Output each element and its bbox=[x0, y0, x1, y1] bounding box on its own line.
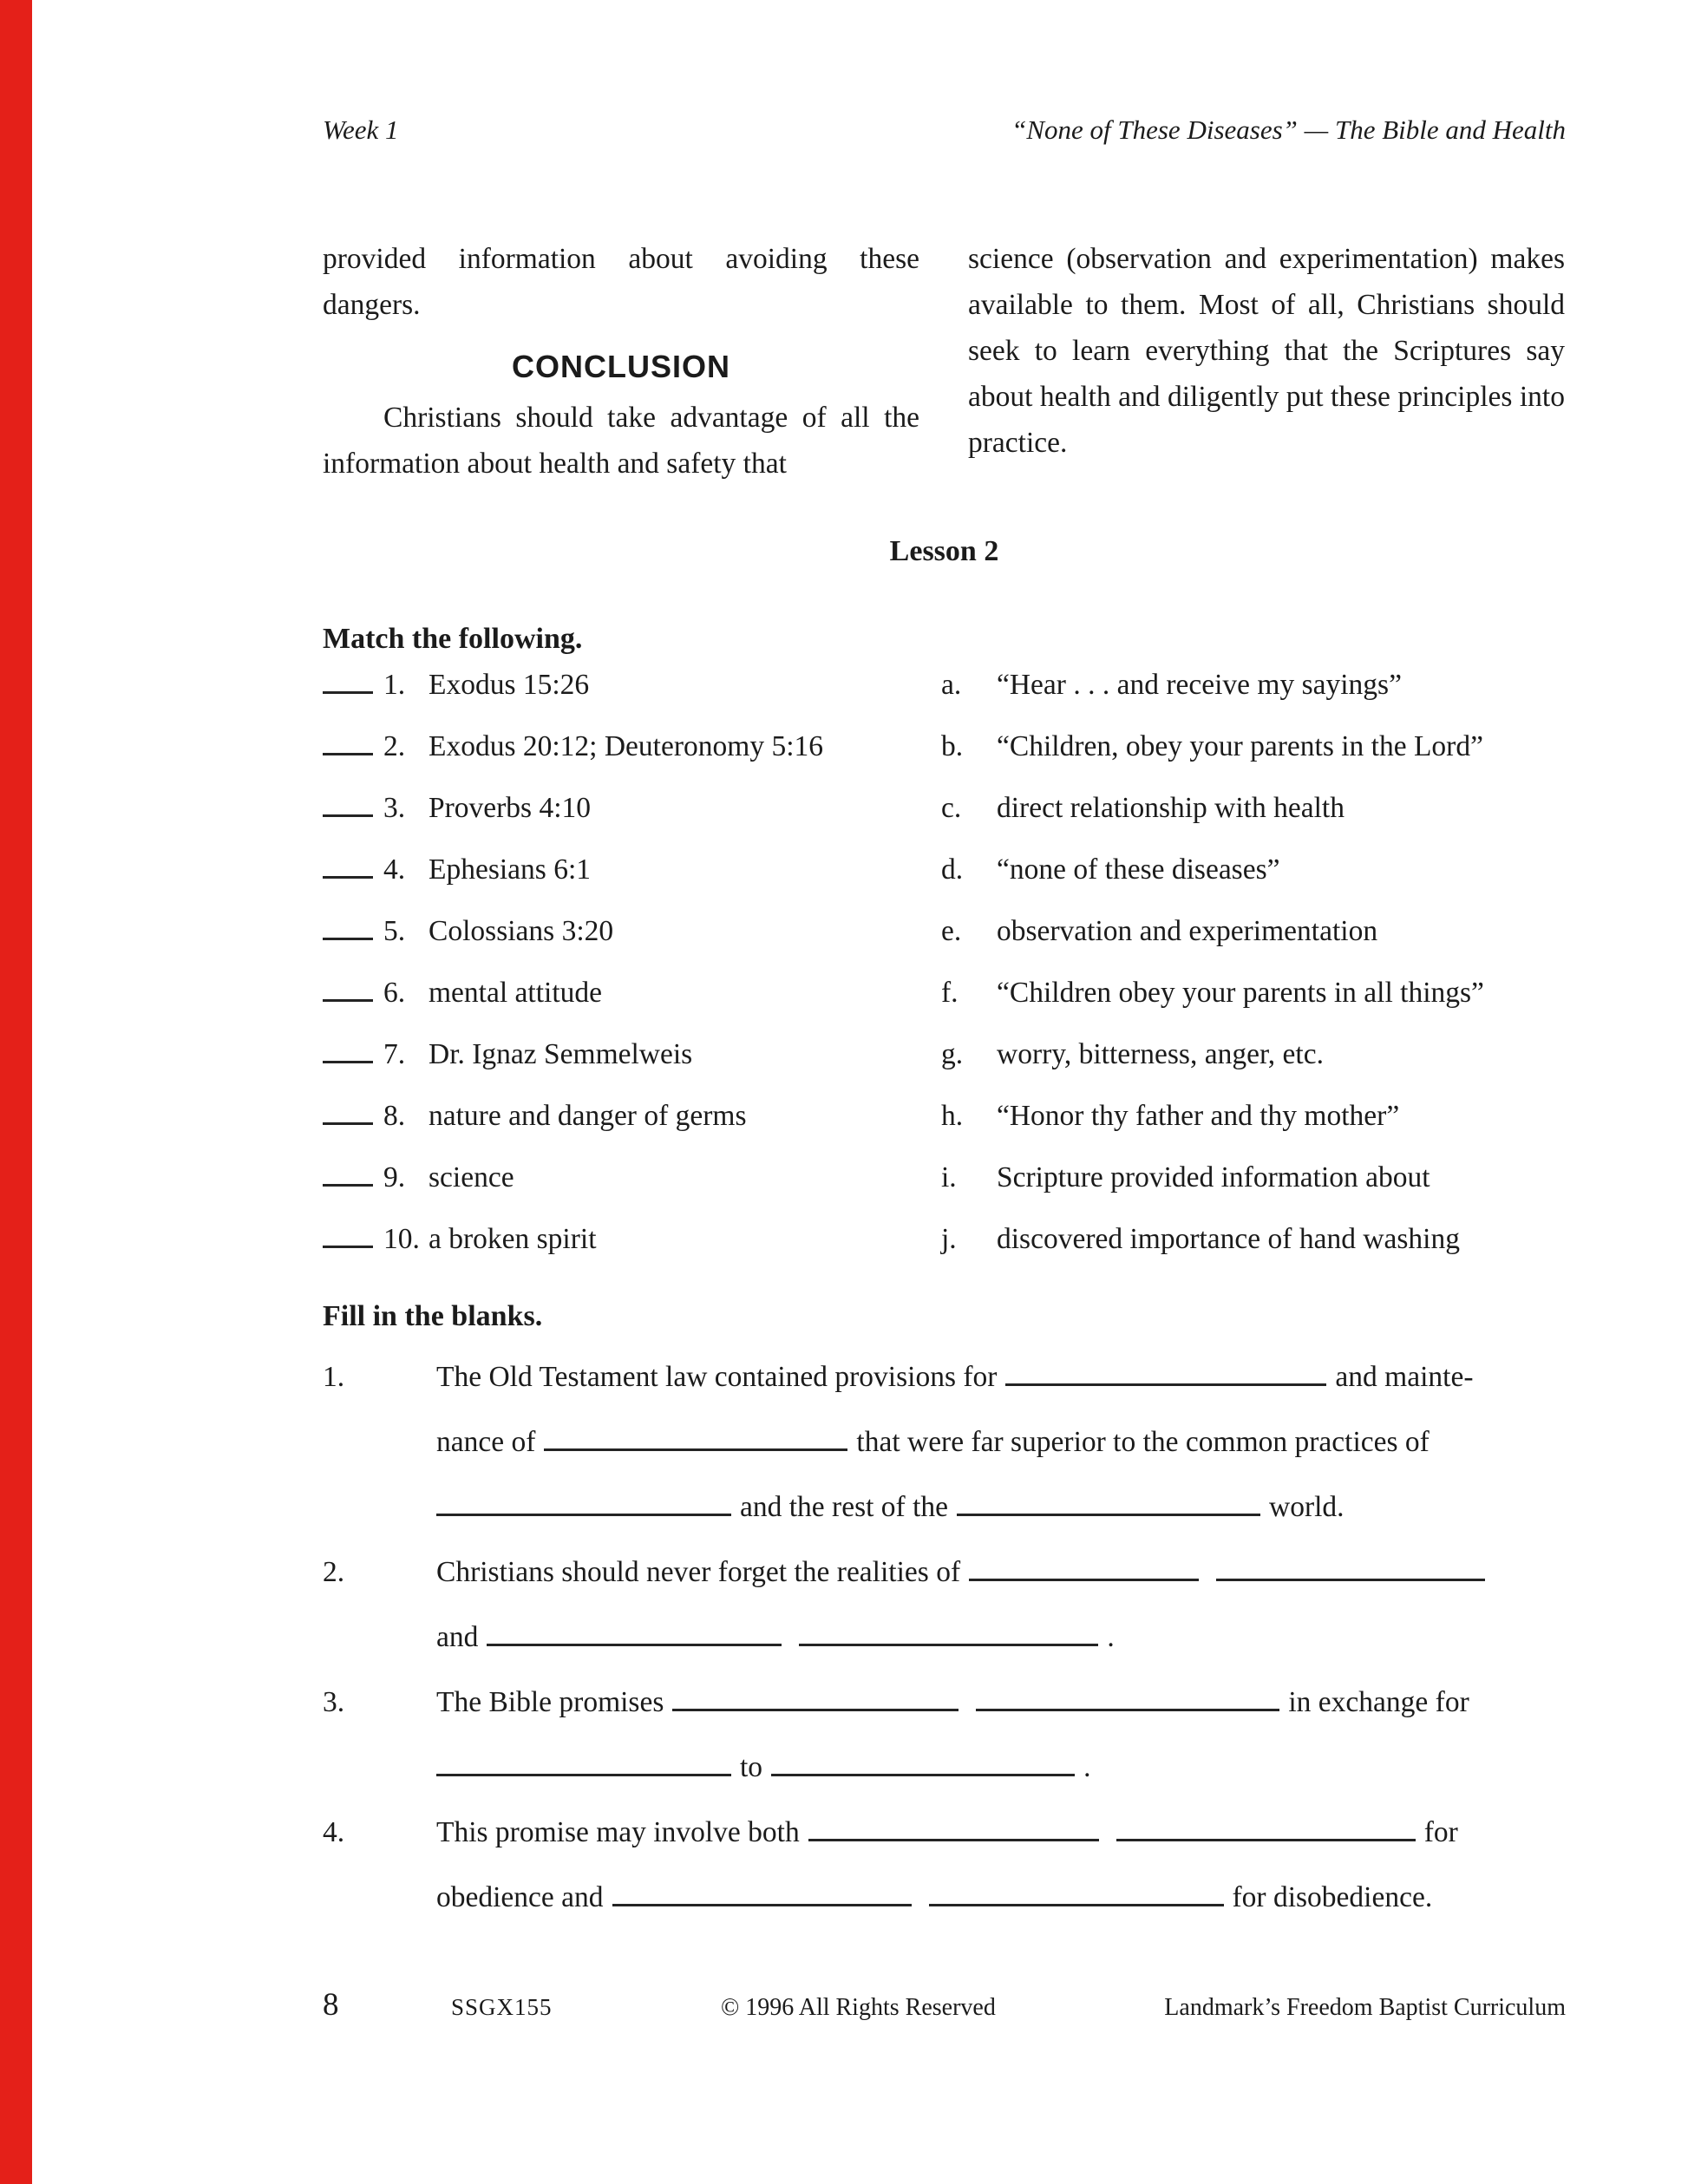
answer-blank-line bbox=[436, 1769, 731, 1776]
footer-publisher: Landmark’s Freedom Baptist Curriculum bbox=[1164, 1994, 1566, 2021]
match-number: 1. bbox=[383, 669, 406, 701]
match-number: 10. bbox=[383, 1223, 420, 1255]
fill-text: for disobedience. bbox=[1232, 1881, 1433, 1913]
fill-text: Christians should never forget the realities of bbox=[436, 1556, 961, 1588]
answer-blank-line bbox=[1216, 1574, 1485, 1581]
match-row bbox=[323, 853, 1566, 915]
fill-line bbox=[436, 1540, 1566, 1605]
fill-heading: Fill in the blanks. bbox=[323, 1300, 543, 1332]
match-option-text: Scripture provided information about bbox=[997, 1161, 1430, 1193]
footer-copyright: © 1996 All Rights Reserved bbox=[721, 1994, 996, 2021]
answer-blank-line bbox=[808, 1834, 1099, 1841]
match-heading: Match the following. bbox=[323, 623, 583, 655]
intro-paragraph-2: Christians should take advantage of all the information about health and safety that bbox=[323, 402, 919, 480]
match-item-text: a broken spirit bbox=[429, 1223, 597, 1255]
answer-blank-line bbox=[323, 872, 373, 879]
fill-text: world. bbox=[1269, 1491, 1345, 1523]
answer-blank-line bbox=[976, 1704, 1279, 1711]
fill-text: that were far superior to the common practices of bbox=[856, 1426, 1430, 1458]
match-row bbox=[323, 915, 1566, 977]
match-letter: i. bbox=[941, 1161, 957, 1193]
header-course-title: “None of These Diseases” — The Bible and Health bbox=[1011, 114, 1566, 145]
scan-edge-red-stripe bbox=[0, 0, 32, 2184]
match-option-text: “none of these diseases” bbox=[997, 853, 1280, 886]
intro-two-columns bbox=[323, 236, 1566, 487]
fill-section bbox=[323, 1344, 1566, 1930]
match-item-text: mental attitude bbox=[429, 977, 603, 1009]
answer-blank-line bbox=[771, 1769, 1075, 1776]
answer-blank-line bbox=[323, 1180, 373, 1187]
fill-text: . bbox=[1083, 1751, 1091, 1783]
fill-item-number: 2. bbox=[323, 1556, 345, 1588]
header-week-label: Week 1 bbox=[323, 114, 399, 145]
page-footer bbox=[323, 1986, 1566, 2024]
answer-blank-line bbox=[436, 1509, 731, 1516]
match-item-text: Proverbs 4:10 bbox=[429, 792, 592, 824]
answer-blank-line bbox=[323, 995, 373, 1002]
match-option-text: worry, bitterness, anger, etc. bbox=[997, 1038, 1324, 1070]
match-item-text: Colossians 3:20 bbox=[429, 915, 614, 947]
match-number: 9. bbox=[383, 1161, 406, 1193]
match-letter: b. bbox=[941, 730, 964, 762]
fill-text: The Old Testament law contained provisions for bbox=[436, 1361, 998, 1393]
fill-item-number: 1. bbox=[323, 1361, 345, 1393]
match-item-text: Ephesians 6:1 bbox=[429, 853, 592, 886]
answer-blank-line bbox=[1005, 1379, 1326, 1386]
page-content bbox=[323, 0, 1566, 1930]
match-letter: a. bbox=[941, 669, 962, 701]
match-row bbox=[323, 669, 1566, 730]
fill-line bbox=[436, 1475, 1566, 1540]
match-letter: f. bbox=[941, 977, 958, 1009]
match-letter: c. bbox=[941, 792, 962, 824]
fill-line bbox=[436, 1605, 1566, 1670]
fill-text: and mainte- bbox=[1335, 1361, 1474, 1393]
fill-text: in exchange for bbox=[1288, 1686, 1469, 1718]
fill-text: for bbox=[1423, 1816, 1458, 1848]
fill-text: The Bible promises bbox=[436, 1686, 664, 1718]
intro-paragraph-3: science (observation and experimentation) makes available to them. Most of all, Christians should seek to learn everything that the Scriptures say about health and diligently put these principles into practice. bbox=[968, 243, 1565, 459]
match-row bbox=[323, 1100, 1566, 1161]
fill-item-3 bbox=[323, 1670, 1566, 1800]
intro-right-column bbox=[968, 236, 1565, 487]
fill-line bbox=[436, 1865, 1566, 1930]
intro-paragraph-1: provided information about avoiding these dangers. bbox=[323, 243, 919, 321]
fill-text: This promise may involve both bbox=[436, 1816, 800, 1848]
match-row bbox=[323, 977, 1566, 1038]
fill-line bbox=[436, 1670, 1566, 1735]
match-row bbox=[323, 1161, 1566, 1223]
fill-text: and bbox=[436, 1621, 479, 1653]
fill-line bbox=[436, 1344, 1566, 1409]
match-number: 5. bbox=[383, 915, 406, 947]
match-number: 7. bbox=[383, 1038, 406, 1070]
match-letter: e. bbox=[941, 915, 962, 947]
fill-line bbox=[436, 1409, 1566, 1475]
answer-blank-line bbox=[323, 749, 373, 755]
footer-page-number: 8 bbox=[323, 1987, 339, 2023]
intro-left-column bbox=[323, 236, 919, 487]
match-letter: h. bbox=[941, 1100, 964, 1132]
match-item-text: science bbox=[429, 1161, 514, 1193]
match-option-text: “Hear . . . and receive my sayings” bbox=[997, 669, 1402, 701]
match-letter: g. bbox=[941, 1038, 964, 1070]
answer-blank-line bbox=[323, 1118, 373, 1125]
fill-text: and the rest of the bbox=[740, 1491, 948, 1523]
answer-blank-line bbox=[323, 1056, 373, 1063]
match-number: 3. bbox=[383, 792, 406, 824]
answer-blank-line bbox=[323, 810, 373, 817]
fill-text: nance of bbox=[436, 1426, 536, 1458]
lesson-title: Lesson 2 bbox=[889, 535, 999, 567]
match-row bbox=[323, 1038, 1566, 1100]
match-list bbox=[323, 669, 1566, 1285]
match-number: 4. bbox=[383, 853, 406, 886]
match-option-text: discovered importance of hand washing bbox=[997, 1223, 1460, 1255]
conclusion-heading: CONCLUSION bbox=[512, 349, 730, 384]
answer-blank-line bbox=[957, 1509, 1260, 1516]
match-item-text: Exodus 15:26 bbox=[429, 669, 590, 701]
fill-item-number: 4. bbox=[323, 1816, 345, 1848]
answer-blank-line bbox=[323, 687, 373, 694]
answer-blank-line bbox=[323, 933, 373, 940]
match-item-text: Dr. Ignaz Semmelweis bbox=[429, 1038, 693, 1070]
answer-blank-line bbox=[323, 1241, 373, 1248]
page-header bbox=[323, 113, 1566, 147]
match-row bbox=[323, 1223, 1566, 1285]
match-option-text: “Children obey your parents in all things” bbox=[997, 977, 1484, 1009]
answer-blank-line bbox=[612, 1900, 912, 1906]
fill-item-2 bbox=[323, 1540, 1566, 1670]
answer-blank-line bbox=[487, 1639, 782, 1646]
fill-line bbox=[436, 1735, 1566, 1800]
answer-blank-line bbox=[929, 1900, 1224, 1906]
fill-text: obedience and bbox=[436, 1881, 604, 1913]
answer-blank-line bbox=[799, 1639, 1098, 1646]
match-row bbox=[323, 730, 1566, 792]
match-number: 8. bbox=[383, 1100, 406, 1132]
answer-blank-line bbox=[544, 1444, 847, 1451]
fill-line bbox=[436, 1800, 1566, 1865]
match-option-text: “Honor thy father and thy mother” bbox=[997, 1100, 1400, 1132]
match-option-text: observation and experimentation bbox=[997, 915, 1378, 947]
match-number: 6. bbox=[383, 977, 406, 1009]
match-option-text: “Children, obey your parents in the Lord” bbox=[997, 730, 1483, 762]
fill-item-1 bbox=[323, 1344, 1566, 1540]
answer-blank-line bbox=[672, 1704, 958, 1711]
fill-item-number: 3. bbox=[323, 1686, 345, 1718]
match-letter: d. bbox=[941, 853, 964, 886]
match-item-text: nature and danger of germs bbox=[429, 1100, 747, 1132]
match-item-text: Exodus 20:12; Deuteronomy 5:16 bbox=[429, 730, 823, 762]
footer-code: SSGX155 bbox=[451, 1994, 553, 2020]
fill-text: to bbox=[740, 1751, 763, 1783]
match-number: 2. bbox=[383, 730, 406, 762]
match-row bbox=[323, 792, 1566, 853]
match-letter: j. bbox=[941, 1223, 957, 1255]
fill-item-4 bbox=[323, 1800, 1566, 1930]
match-option-text: direct relationship with health bbox=[997, 792, 1345, 824]
answer-blank-line bbox=[969, 1574, 1199, 1581]
fill-text: . bbox=[1107, 1621, 1115, 1653]
answer-blank-line bbox=[1116, 1834, 1416, 1841]
